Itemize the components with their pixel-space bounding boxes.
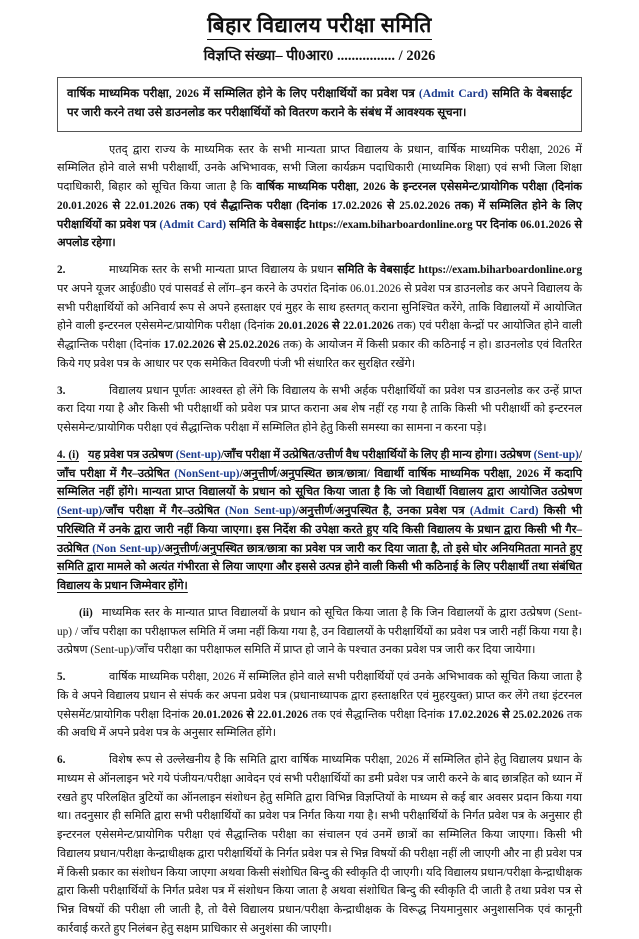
admit-card-label: (Admit Card) — [418, 87, 488, 101]
paragraph-5-number: 5. — [57, 671, 66, 684]
paragraph-4-i-text6: /अनुत्तीर्ण/अनुपस्थित है, उनका प्रवेश पत्र — [295, 505, 470, 518]
paragraph-4-i-text3: /जाँच परीक्षा में गैर–उत्प्रेषित — [57, 448, 582, 480]
paragraph-2-text1: माध्यमिक स्तर के सभी मान्यता प्राप्त विद्यालय के प्रधान — [109, 264, 338, 277]
paragraph-4-ii — [57, 604, 582, 660]
paragraph-intro-bold3: पर दिनांक 06.01.2026 से अपलोड रहेगा। — [57, 218, 582, 250]
sent-up-label: (Sent-up) — [57, 505, 103, 518]
paragraph-4-i-text7: किसी भी परिस्थिति में उनके द्वारा जारी नहीं किया जाएगा। इस निर्देश की उपेक्षा करते हुए यदि किसी विद्यालय के प्रधान द्वारा किसी भी गैर–उत्प्रेषित — [57, 505, 582, 555]
paragraph-4-i-text5: /जाँच परीक्षा में गैर–उत्प्रेषित — [102, 505, 225, 518]
subject-text-part2: समिति के वेबसाईट पर जारी करने तथा उसे डाउनलोड कर परीक्षार्थियों को वितरण कराने के संबंध में आवश्यक सूचना। — [67, 87, 572, 119]
page-title: बिहार विद्यालय परीक्षा समिति — [207, 12, 432, 40]
paragraph-4-i-text2: /जाँच परीक्षा में उत्प्रेषित/उत्तीर्ण वैध परीक्षार्थियों के लिए ही मान्य होगा। उत्प्रेषण — [220, 448, 534, 461]
paragraph-2-date-range-1: 20.01.2026 से 22.01.2026 — [277, 320, 394, 333]
non-sent-up-label: (Non Sent-up) — [92, 542, 162, 555]
paragraph-2-text2: पर अपने यूजर आई0डी0 एवं पासवर्ड से लॉग–इन करने के उपरांत दिनांक 06.01.2026 से प्रवेश पत्र डाउनलोड कर अपने विद्यालय के सभी परीक्षार्थियों को अनिवार्य रूप से अपने हस्ताक्षर एवं मुहर के साथ हस्तगत् कराना सुनिश्चित करेंगे, ताकि विद्यालयों में आयोजित होने वाली इन्टरनल एसेसमेन्ट/प्रायोगिक परीक्षा (दिनांक — [57, 282, 582, 333]
subject-text — [67, 85, 572, 123]
admit-card-label: (Admit Card) — [469, 505, 539, 518]
paragraph-3-number: 3. — [57, 384, 66, 397]
exam-portal-url[interactable]: https://exam.biharboardonline.org — [308, 218, 473, 231]
subject-box — [57, 77, 582, 132]
paragraph-intro-bold1: वार्षिक माध्यमिक परीक्षा, 2026 के इन्टरनल एसेसमेन्ट/प्रायोगिक परीक्षा (दिनांक 20.01.2026 से 22.01.2026 तक) एवं सैद्धान्तिक परीक्षा (दिनांक 17.02.2026 से 25.02.2026 तक) में सम्मिलित होने के लिए परीक्षार्थियों का प्रवेश पत्र — [57, 181, 582, 231]
paragraph-2-number: 2. — [57, 264, 66, 277]
paragraph-2 — [57, 261, 582, 374]
paragraph-4-ii-number: (ii) — [79, 606, 93, 619]
paragraph-intro-text1: एतद् द्वारा राज्य के माध्यमिक स्तर के सभी मान्यता प्राप्त विद्यालय के प्रधान, वार्षिक माध्यमिक परीक्षा, 2026 में सम्मिलित होने वाले सभी परीक्षार्थी, उनके अभिभावक, सभी जिला कार्यक्रम पदाधिकारी (माध्यमिक शिक्षा) एवं सभी जिला शिक्षा पदाधिकारी, बिहार को सूचित किया जाता है कि — [57, 143, 582, 194]
document-body — [57, 141, 582, 939]
sent-up-label: (Sent-up) — [175, 448, 221, 461]
paragraph-intro-bold2: समिति के वेबसाईट — [225, 218, 309, 231]
paragraph-intro — [57, 141, 582, 254]
paragraph-6-text: विशेष रूप से उल्लेखनीय है कि समिति द्वारा वार्षिक माध्यमिक परीक्षा, 2026 में सम्मिलित होने हेतु विद्यालय प्रधान के माध्यम से ऑनलाइन भरे गये पंजीयन/परीक्षा आवेदन एवं सभी परीक्षार्थियों का डमी प्रवेश पत्र जारी करने के बाद छात्रहित को ध्यान में रखते हुए परिलक्षित त्रुटियों का ऑनलाइन संशोधन हेतु समिति द्वारा विभिन्न विज्ञप्तियों के माध्यम से कई बार अवसर प्रदान किया गया था। तदनुसार ही समिति द्वारा सभी परीक्षार्थियों का प्रवेश पत्र निर्गत किया गया है। सभी परीक्षार्थियों के निर्गत प्रवेश पत्र के अनुसार ही इन्टरनल एसेसमेन्ट/प्रायोगिक परीक्षा एवं सैद्धान्तिक परीक्षा का संचालन एवं उनमें छात्रों का सम्मिलित किया जाएगा। किसी भी विद्यालय प्रधान/परीक्षा केन्द्राधीक्षक द्वारा परीक्षार्थियों के निर्गत प्रवेश पत्र से भिन्न विषयों की परीक्षा नहीं ली जाएगी और ना ही प्रवेश पत्र में किसी प्रकार का संशोधन किया जाएगा अथवा किसी संशोधित बिन्दु की स्वीकृति दी जाएगी। यदि विद्यालय प्रधान/परीक्षा केन्द्राधीक्षक द्वारा किसी परीक्षार्थियों के निर्गत प्रवेश पत्र में संशोधन किया जाता है अथवा संशोधित बिन्दु की स्वीकृति दी जाती है तथा प्रवेश पत्र से भिन्न विषयों की परीक्षा ली जाती है, तो वैसे विद्यालय प्रधान/परीक्षा केन्द्राधीक्षक के विरूद्ध नियमानुसार अनुशासनिक एवं कानूनी कार्रवाई करते हुए निलंबन हेतु सक्षम प्राधिकार से अनुशंसा की जाएगी। — [57, 754, 582, 935]
document-header — [57, 0, 582, 66]
paragraph-6-number: 6. — [57, 754, 66, 767]
paragraph-5-date-range-1: 20.01.2026 से 22.01.2026 — [192, 708, 309, 721]
subject-text-part1: वार्षिक माध्यमिक परीक्षा, 2026 में सम्मिलित होने के लिए परीक्षार्थियों का प्रवेश पत्र — [67, 87, 419, 101]
paragraph-4-i-text8: /अनुत्तीर्ण/अनुपस्थित छात्र/छात्रा का प्रवेश पत्र जारी कर दिया जाता है, तो इसे घोर अनियमितता मानते हुए समिति द्वारा मामले को अत्यंत गंभीरता से लिया जाएगा और इससे उत्पन्न होने वाली किसी भी कठिनाई के लिए परीक्षार्थी तथा संबंधित विद्यालय के प्रधान जिम्मेवार होंगे। — [57, 542, 582, 593]
admit-card-label: (Admit Card) — [159, 218, 226, 231]
paragraph-2-bold1: समिति के वेबसाईट — [337, 264, 419, 277]
paragraph-5-text2: तक एवं सैद्धान्तिक परीक्षा दिनांक — [308, 708, 448, 721]
paragraph-5-text3: तक की अवधि में अपने प्रवेश पत्र के अनुसार सम्मिलित होंगे। — [57, 708, 583, 740]
paragraph-4-i-text4: /अनुत्तीर्ण/अनुपस्थित छात्र/छात्रा/ विद्यार्थी वार्षिक माध्यमिक परीक्षा, 2026 में कदापि सम्मिलित नहीं होंगे। मान्यता प्राप्त विद्यालयों के प्रधान को सूचित किया जाता है कि जो विद्यार्थी विद्यालय द्वारा आयोजित उत्प्रेषण — [57, 467, 582, 499]
paragraph-4-ii-text: माध्यमिक स्तर के मान्यात प्राप्त विद्यालयों के प्रधान को सूचित किया जाता है कि जिन विद्यालयों के द्वारा उत्प्रेषण (Sent-up) / जाँच परीक्षा का परीक्षाफल समिति में जमा नहीं किया गया है, उन विद्यालयों के परीक्षार्थियों का प्रवेश पत्र जारी नहीं किया गया है। उत्प्रेषण (Sent-up)/जाँच परीक्षा का परीक्षाफल समिति में प्राप्त हो जाने के पश्चात उनका प्रवेश पत्र जारी कर दिया जायेगा। — [57, 606, 582, 657]
paragraph-2-text3: तक) एवं परीक्षा केन्द्रों पर आयोजित होने वाली सैद्धान्तिक परीक्षा (दिनांक — [57, 320, 582, 352]
paragraph-4-i — [57, 446, 582, 596]
non-sent-up-label: (Non Sent-up) — [224, 505, 296, 518]
paragraph-5-date-range-2: 17.02.2026 से 25.02.2026 — [447, 708, 564, 721]
paragraph-3-text: विद्यालय प्रधान पूर्णतः आश्वस्त हो लेंगे कि विद्यालय के सभी अर्हक परीक्षार्थियों का प्रवेश पत्र डाउनलोड कर उन्हें प्राप्त करा दिया गया है और किसी भी परीक्षार्थी को प्रवेश पत्र प्राप्त कराना अब शेष नहीं रह गया है ताकि किसी भी परीक्षार्थी को इन्टरनल एसेसमेन्ट/प्रायोगिक परीक्षा एवं सैद्धान्तिक परीक्षा में सम्मिलित होने हेतु किसी समस्या का सामना न करना पड़े। — [57, 384, 582, 435]
notice-number: विज्ञप्ति संख्या– पी0आर0 ................ / 2026 — [203, 48, 436, 65]
non-sent-up-label: (NonSent-up) — [174, 467, 240, 480]
paragraph-2-date-range-2: 17.02.2026 से 25.02.2026 — [163, 339, 280, 352]
exam-portal-url[interactable]: https://exam.biharboardonline.org — [418, 264, 582, 277]
paragraph-6 — [57, 751, 582, 939]
paragraph-5 — [57, 668, 582, 743]
sent-up-label: (Sent-up) — [533, 448, 579, 461]
paragraph-2-text4: तक) के आयोजन में किसी प्रकार की कठिनाई न हो। डाउनलोड एवं वितरित किये गए प्रवेश पत्र के आधार पर एक समेकित विवरणी पंजी भी संधारित कर सुरक्षित रखेंगे। — [57, 339, 582, 370]
paragraph-5-text1: वार्षिक माध्यमिक परीक्षा, 2026 में सम्मिलित होने वाले सभी परीक्षार्थियों एवं उनके अभिभावक को सूचित किया जाता है कि वे अपने विद्यालय प्रधान से संपर्क कर अपना प्रवेश पत्र (प्रधानाध्यापक द्वारा हस्ताक्षरित एवं मुहरयुक्त) प्राप्त कर लेंगे तथा इंटरनल एसेसमेंट/प्रायोगिक परीक्षा दिनांक — [57, 671, 582, 721]
paragraph-4-i-number: 4. (i) — [57, 448, 80, 461]
paragraph-3 — [57, 382, 582, 438]
paragraph-4-i-text1: यह प्रवेश पत्र उत्प्रेषण — [88, 448, 176, 461]
